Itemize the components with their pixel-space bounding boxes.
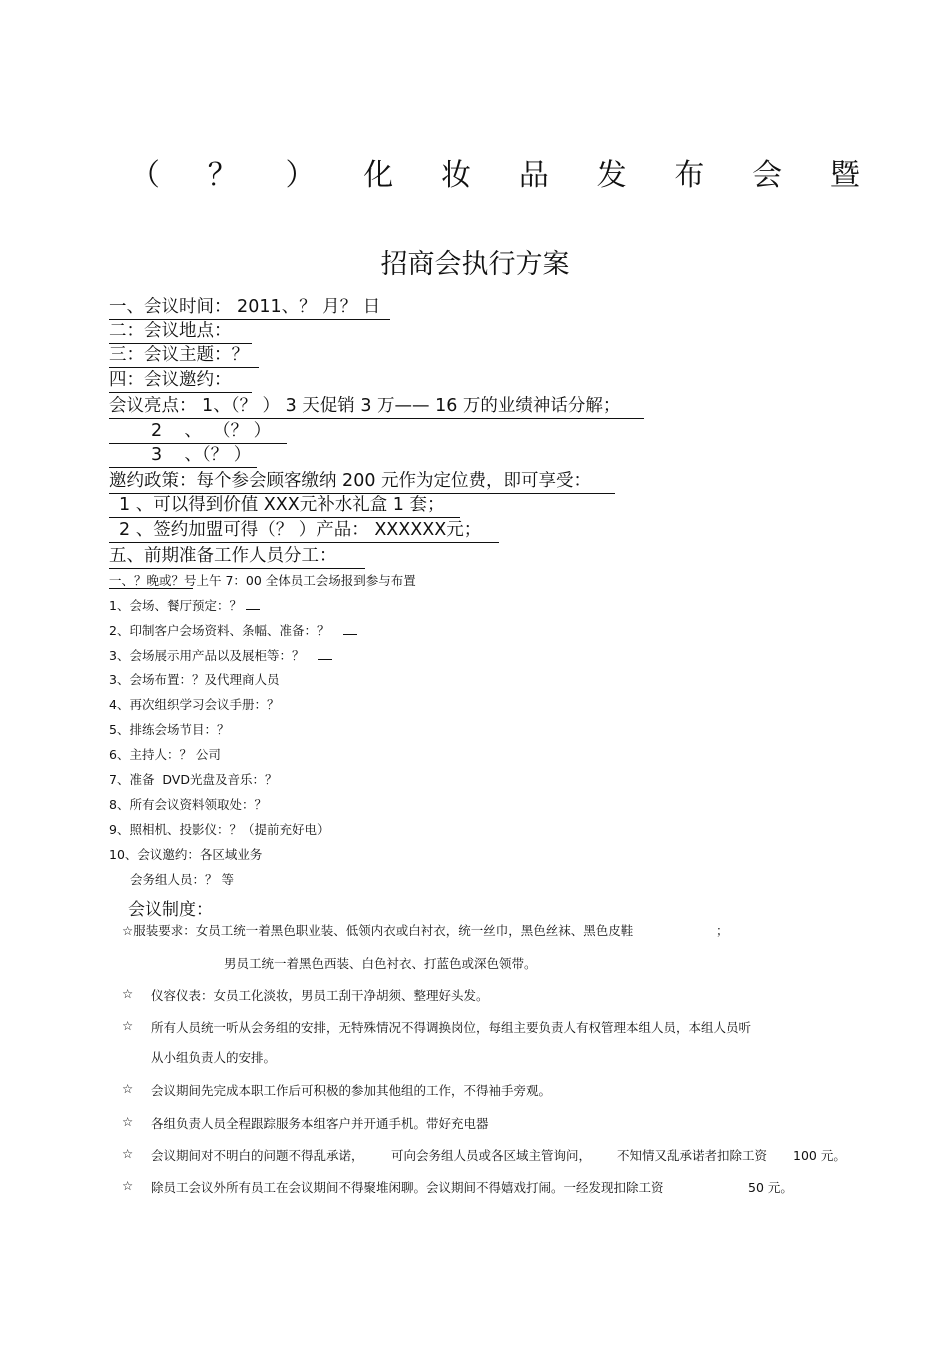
blank-line bbox=[318, 647, 332, 660]
rule-dress: ☆服装要求：女员工统一着黑色职业装、低领内衣或白衬衣，统一丝巾，黑色丝袜、黑色皮鞋 bbox=[122, 923, 634, 938]
list-item: 10、会议邀约：各区域业务 bbox=[109, 847, 263, 862]
title-char: 会 bbox=[752, 158, 783, 193]
title-char: 化 bbox=[363, 158, 394, 193]
star-icon: ☆ bbox=[122, 1018, 134, 1033]
rule-promise: 会议期间对不明白的问题不得乱承诺， bbox=[151, 1148, 364, 1163]
list-item: 1、会场、餐厅预定：？ bbox=[109, 596, 260, 614]
title-char: 暨 bbox=[829, 158, 860, 193]
title-char: ？ bbox=[207, 158, 238, 193]
meeting-highlight-2: 2 、 （？ ） bbox=[109, 420, 287, 444]
rules-title: 会议制度： bbox=[128, 900, 213, 920]
rule-phone: 各组负责人员全程跟踪服务本组客户并开通手机。带好充电器 bbox=[151, 1116, 489, 1131]
title-char: 品 bbox=[518, 158, 549, 193]
rule-dress-semicolon: ； bbox=[716, 923, 729, 938]
list-item: 3、会场展示用产品以及展柜等：？ bbox=[109, 646, 332, 664]
prep-header-underline bbox=[109, 588, 193, 589]
star-icon: ☆ bbox=[122, 1114, 134, 1129]
policy-item-1: 1 、可以得到价值 XXX元补水礼盒 1 套； bbox=[109, 494, 460, 518]
star-icon: ☆ bbox=[122, 1178, 134, 1193]
list-item: 8、所有会议资料领取处：？ bbox=[109, 797, 267, 812]
rule-chat-b: 50 元。 bbox=[748, 1180, 793, 1195]
rule-obey: 所有人员统一听从会务组的安排，无特殊情况不得调换岗位，每组主要负责人有权管理本组人员，本组人员听 bbox=[151, 1020, 752, 1035]
list-item: 9、照相机、投影仪：？（提前充好电） bbox=[109, 822, 330, 837]
rule-dress-men: 男员工统一着黑色西装、白色衬衣、打蓝色或深色领带。 bbox=[224, 956, 537, 971]
rule-promise-d: 100 元。 bbox=[793, 1148, 846, 1163]
meeting-invitation: 四：会议邀约： bbox=[109, 369, 252, 393]
meeting-theme: 三：会议主题：？ bbox=[109, 344, 259, 368]
meeting-highlight: 会议亮点： 1、（？ ） 3 天促销 3 万—— 16 万的业绩神话分解； bbox=[109, 395, 644, 419]
list-item: 5、排练会场节目：？ bbox=[109, 722, 230, 737]
rule-appearance: 仪容仪表：女员工化淡妆，男员工刮干净胡须、整理好头发。 bbox=[151, 988, 489, 1003]
star-icon: ☆ bbox=[122, 1081, 134, 1096]
meeting-location: 二：会议地点： bbox=[109, 320, 252, 344]
list-item: 2、印制客户会场资料、条幅、准备：？ bbox=[109, 621, 357, 639]
title-char: 妆 bbox=[441, 158, 472, 193]
rule-promise-c: 不知情又乱承诺者扣除工资 bbox=[617, 1148, 768, 1163]
star-icon: ☆ bbox=[122, 1146, 134, 1161]
title-char: （ bbox=[130, 158, 160, 193]
title-char: ） bbox=[285, 158, 316, 193]
policy-item-2: 2 、签约加盟可得（？ ）产品： XXXXXX元； bbox=[109, 519, 499, 543]
prep-header: 一、？晚或？号上午 7：00 全体员工会场报到参与布置 bbox=[109, 573, 416, 588]
blank-line bbox=[246, 597, 260, 610]
list-item: 6、主持人：？ 公司 bbox=[109, 747, 221, 762]
blank-line bbox=[343, 622, 357, 635]
invitation-policy: 邀约政策：每个参会顾客缴纳 200 元作为定位费，即可享受： bbox=[109, 470, 615, 494]
star-icon: ☆ bbox=[122, 986, 134, 1001]
list-item: 4、再次组织学习会议手册：？ bbox=[109, 697, 280, 712]
meeting-highlight-3: 3 、（？ ） bbox=[109, 444, 257, 468]
title-char: 布 bbox=[674, 158, 705, 193]
rule-promise-b: 可向会务组人员或各区域主管询问， bbox=[391, 1148, 592, 1163]
rule-chat: 除员工会议外所有员工在会议期间不得聚堆闲聊。会议期间不得嬉戏打闹。一经发现扣除工资 bbox=[151, 1180, 664, 1195]
document-subtitle: 招商会执行方案 bbox=[380, 249, 570, 280]
title-char: 发 bbox=[596, 158, 627, 193]
section-staffing: 五、前期准备工作人员分工： bbox=[109, 545, 365, 569]
document-title bbox=[130, 150, 860, 194]
rule-obey-cont: 从小组负责人的安排。 bbox=[151, 1050, 277, 1065]
rule-help: 会议期间先完成本职工作后可积极的参加其他组的工作，不得袖手旁观。 bbox=[151, 1083, 552, 1098]
list-item: 3、会场布置：？及代理商人员 bbox=[109, 672, 280, 687]
list-item: 会务组人员：？ 等 bbox=[130, 872, 234, 887]
meeting-time: 一、会议时间： 2011、？ 月？ 日 bbox=[109, 296, 390, 320]
list-item: 7、准备 DVD光盘及音乐：？ bbox=[109, 772, 278, 787]
